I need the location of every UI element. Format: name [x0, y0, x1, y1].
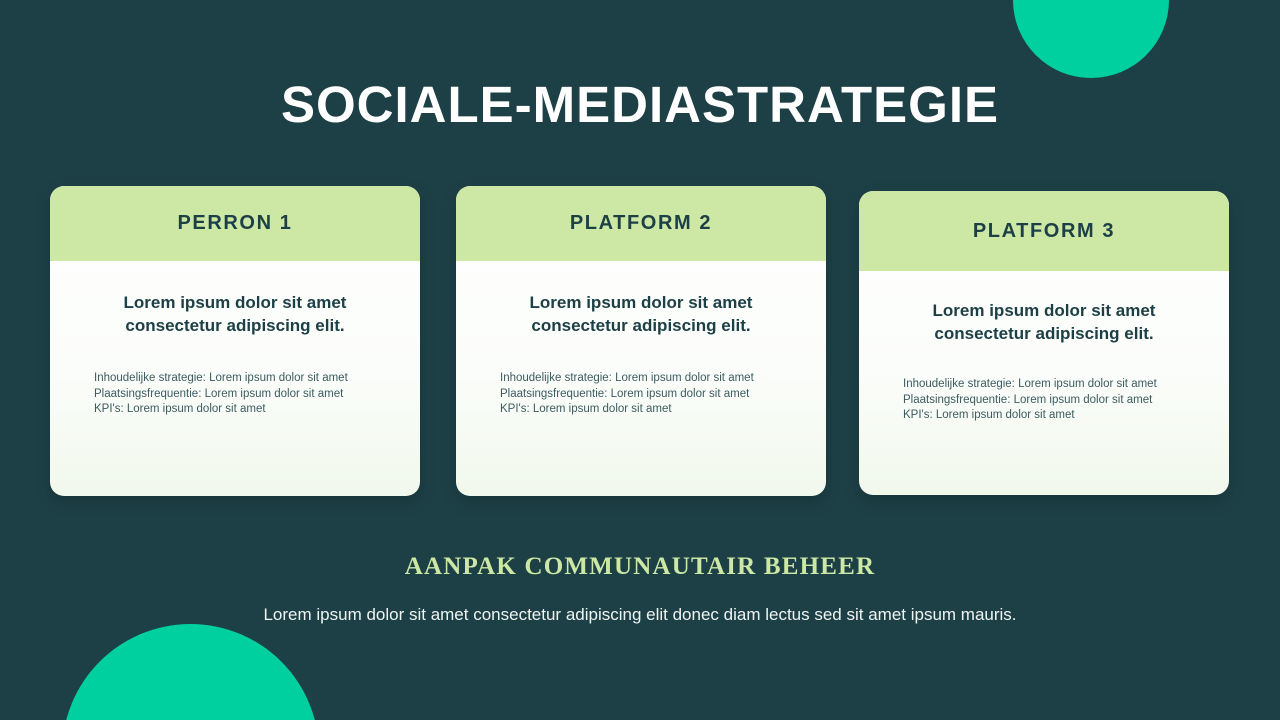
platform-card-2-detail-strategy: Inhoudelijke strategie: Lorem ipsum dolor sit amet: [500, 372, 754, 384]
platform-card-1-detail-strategy: Inhoudelijke strategie: Lorem ipsum dolor sit amet: [94, 372, 348, 384]
platform-card-1-lead: Lorem ipsum dolor sit amet consectetur adipiscing elit.: [123, 293, 347, 335]
decorative-circle-top-right: [1013, 0, 1169, 78]
decorative-circle-bottom-left: [62, 624, 319, 720]
platform-card-2-detail-frequency: Plaatsingsfrequentie: Lorem ipsum dolor sit amet: [500, 387, 750, 400]
platform-card-1-header: PERRON 1: [50, 186, 420, 261]
platform-card-3-detail-strategy: Inhoudelijke strategie: Lorem ipsum dolor sit amet: [903, 378, 1157, 390]
platform-card-2-details: [456, 337, 826, 418]
platform-card-3-details: [859, 345, 1229, 424]
platform-card-3-detail-kpi: KPI's: Lorem ipsum dolor sit amet: [903, 409, 1075, 421]
platform-card-3-lead: Lorem ipsum dolor sit amet consectetur adipiscing elit.: [932, 301, 1156, 343]
platform-card-1: [50, 186, 420, 496]
platform-card-1-details: [50, 337, 420, 418]
platform-card-2-header: PLATFORM 2: [456, 186, 826, 261]
platform-card-3-header: PLATFORM 3: [859, 191, 1229, 271]
cards-container: [50, 186, 1230, 498]
platform-card-2-lead: Lorem ipsum dolor sit amet consectetur adipiscing elit.: [529, 293, 753, 335]
platform-card-1-detail-kpi: KPI's: Lorem ipsum dolor sit amet: [94, 403, 266, 415]
platform-card-1-detail-frequency: Plaatsingsfrequentie: Lorem ipsum dolor sit amet: [94, 387, 344, 400]
platform-card-2-detail-kpi: KPI's: Lorem ipsum dolor sit amet: [500, 403, 672, 415]
footer-paragraph: Lorem ipsum dolor sit amet consectetur adipiscing elit donec diam lectus sed sit amet ipsum mauris.: [263, 605, 1017, 624]
platform-card-2: [456, 186, 826, 496]
platform-card-3: [859, 191, 1229, 495]
page-title: SOCIALE-MEDIASTRATEGIE: [280, 76, 1000, 133]
section-subtitle: AANPAK COMMUNAUTAIR BEHEER: [404, 553, 876, 580]
platform-card-3-detail-frequency: Plaatsingsfrequentie: Lorem ipsum dolor sit amet: [903, 393, 1153, 406]
